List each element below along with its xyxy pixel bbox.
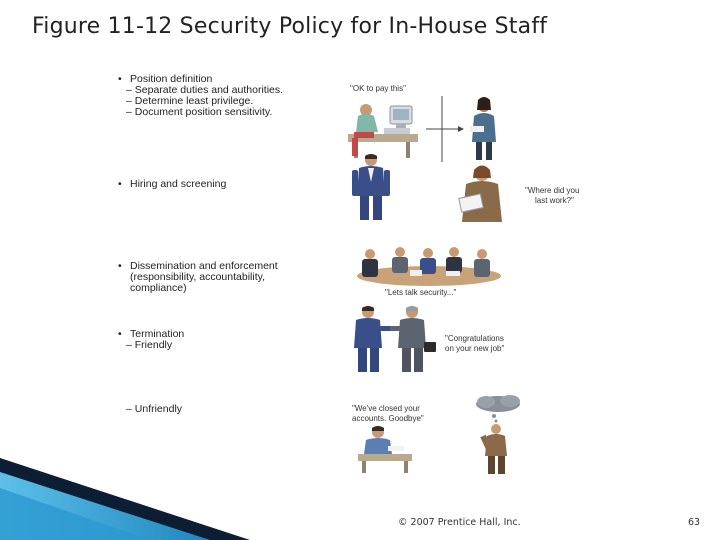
caption-line: "We've closed your: [352, 404, 420, 413]
bullet-termination: • Termination: [118, 328, 185, 340]
bullet-hiring-screening: • Hiring and screening: [118, 178, 227, 190]
caption-congratulations: [445, 334, 504, 353]
seated-manager-illustration: [354, 424, 416, 474]
sub-item-friendly: – Friendly: [126, 339, 173, 351]
bullet-label: Dissemination and enforcement: [130, 260, 278, 272]
bullet-continuation: (responsibility, accountability,: [130, 271, 266, 283]
caption-line: "Congratulations: [445, 334, 504, 343]
fired-employee-illustration: [472, 394, 528, 476]
applicant-man-illustration: [346, 152, 396, 224]
footer-decoration: [0, 450, 250, 540]
caption-where-did-you-work: [525, 186, 579, 205]
sub-item-label: Friendly: [134, 339, 173, 351]
page-number: 63: [688, 517, 701, 528]
bullet-label: Position definition: [130, 73, 213, 85]
sub-item-label: Determine least privilege.: [134, 95, 254, 107]
sub-item-label: Unfriendly: [134, 403, 183, 415]
bullet-position-definition: • Position definition: [118, 73, 213, 85]
caption-line: "Where did you: [525, 186, 580, 195]
handshake-illustration: [346, 304, 438, 376]
interviewer-woman-illustration: [450, 162, 520, 224]
slide-title: Figure 11-12 Security Policy for In-House Staff: [32, 14, 548, 39]
bullet-dissemination-enforcement: • Dissemination and enforcement: [118, 260, 278, 272]
caption-ok-to-pay: "OK to pay this": [350, 84, 406, 93]
sub-item-label: Separate duties and authorities.: [134, 84, 284, 96]
sub-item-label: Document position sensitivity.: [134, 106, 273, 118]
caption-line: on your new job": [445, 343, 505, 353]
meeting-table-illustration: [350, 244, 508, 288]
sub-item-least-privilege: – Determine least privilege.: [126, 95, 254, 107]
bullet-label: Termination: [130, 328, 185, 340]
sub-item-separate-duties: – Separate duties and authorities.: [126, 84, 284, 96]
copyright-notice: © 2007 Prentice Hall, Inc.: [398, 517, 521, 528]
caption-closed-accounts: [352, 404, 424, 423]
bullet-label: Hiring and screening: [130, 178, 227, 190]
sub-item-document-sensitivity: – Document position sensitivity.: [126, 106, 273, 118]
bullet-continuation: compliance): [130, 282, 187, 294]
caption-line: accounts. Goodbye": [352, 413, 424, 423]
sub-item-unfriendly: – Unfriendly: [126, 403, 183, 415]
security-policy-figure: [110, 66, 580, 486]
caption-line: last work?": [535, 195, 574, 205]
caption-lets-talk-security: "Lets talk security...": [385, 288, 457, 297]
